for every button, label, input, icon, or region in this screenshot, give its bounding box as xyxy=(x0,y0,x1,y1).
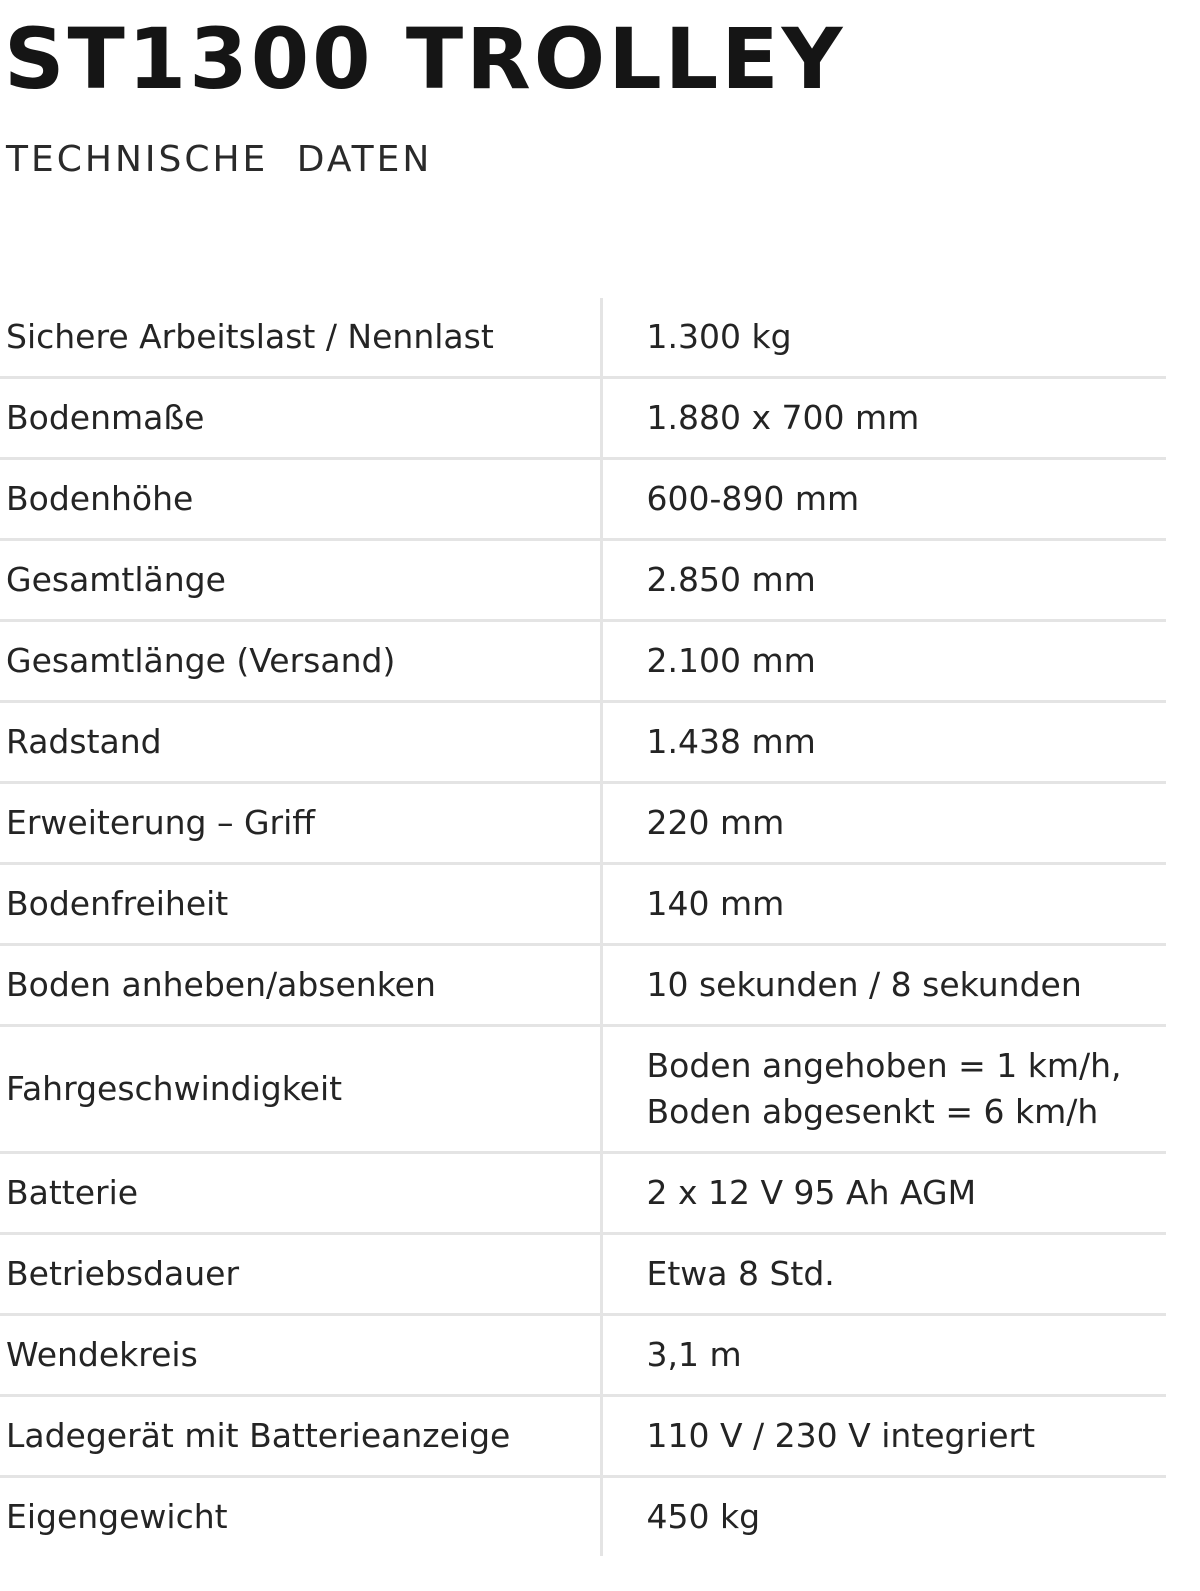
spec-value: 2 x 12 V 95 Ah AGM xyxy=(601,1153,1166,1234)
spec-label: Gesamtlänge (Versand) xyxy=(0,621,601,702)
spec-value: 600-890 mm xyxy=(601,459,1166,540)
spec-label: Batterie xyxy=(0,1153,601,1234)
spec-value: 220 mm xyxy=(601,783,1166,864)
spec-value-line: Boden angehoben = 1 km/h, xyxy=(646,1046,1122,1085)
page-subtitle: TECHNISCHE DATEN xyxy=(6,139,433,180)
spec-value: 2.100 mm xyxy=(601,621,1166,702)
spec-label: Radstand xyxy=(0,702,601,783)
page-title: ST1300 TROLLEY xyxy=(4,10,846,108)
spec-table xyxy=(0,298,1166,1556)
spec-value: 110 V / 230 V integriert xyxy=(601,1396,1166,1477)
table-row xyxy=(0,298,1166,378)
spec-value: 1.880 x 700 mm xyxy=(601,378,1166,459)
spec-label: Wendekreis xyxy=(0,1315,601,1396)
spec-label: Sichere Arbeitslast / Nennlast xyxy=(0,298,601,378)
spec-label: Ladegerät mit Batterieanzeige xyxy=(0,1396,601,1477)
spec-label: Erweiterung – Griff xyxy=(0,783,601,864)
table-row xyxy=(0,1234,1166,1315)
table-row xyxy=(0,1026,1166,1153)
spec-value-line: Boden abgesenkt = 6 km/h xyxy=(646,1092,1099,1131)
spec-table-body xyxy=(0,298,1166,1556)
table-row xyxy=(0,459,1166,540)
spec-value: 10 sekunden / 8 sekunden xyxy=(601,945,1166,1026)
spec-label: Bodenmaße xyxy=(0,378,601,459)
spec-value: 3,1 m xyxy=(601,1315,1166,1396)
spec-value xyxy=(601,1026,1166,1153)
spec-label: Gesamtlänge xyxy=(0,540,601,621)
table-row xyxy=(0,378,1166,459)
table-row xyxy=(0,621,1166,702)
table-row xyxy=(0,1477,1166,1557)
table-row xyxy=(0,1315,1166,1396)
spec-value: Etwa 8 Std. xyxy=(601,1234,1166,1315)
spec-label: Bodenfreiheit xyxy=(0,864,601,945)
spec-label: Bodenhöhe xyxy=(0,459,601,540)
table-row xyxy=(0,783,1166,864)
spec-value: 1.300 kg xyxy=(601,298,1166,378)
table-row xyxy=(0,702,1166,783)
table-row xyxy=(0,864,1166,945)
spec-value: 140 mm xyxy=(601,864,1166,945)
table-row xyxy=(0,1153,1166,1234)
spec-label: Betriebsdauer xyxy=(0,1234,601,1315)
table-row xyxy=(0,1396,1166,1477)
table-row xyxy=(0,945,1166,1026)
spec-value: 450 kg xyxy=(646,1497,761,1536)
spec-label: Boden anheben/absenken xyxy=(0,945,601,1026)
spec-value: 1.438 mm xyxy=(601,702,1166,783)
spec-label: Eigengewicht xyxy=(0,1477,601,1557)
spec-value: 2.850 mm xyxy=(601,540,1166,621)
table-row xyxy=(0,540,1166,621)
spec-label: Fahrgeschwindigkeit xyxy=(0,1026,601,1153)
